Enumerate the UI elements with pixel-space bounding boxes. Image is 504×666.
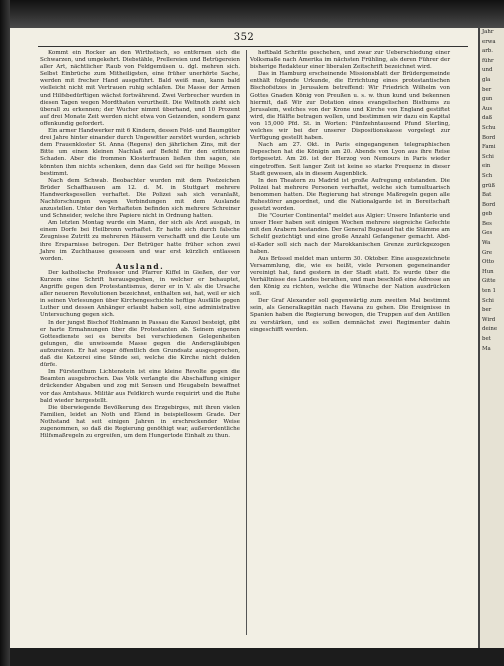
facing-page-fragment: Bes xyxy=(482,220,492,227)
page-number: 352 xyxy=(233,32,255,43)
left-column xyxy=(40,50,240,440)
facing-page-fragment: ten 1 xyxy=(482,288,496,295)
paragraph: Kommt ein Rocker an den Wirthstisch, so entfernen sich die Schwarzen, und umgekehrt. Diebstähle, Prellereien und Betrügereien aller Art, nächtlicher Raub von Feldgemüsen u. dgl. mehren sich. Selbst Einbrüche zum Mitheiligsten, eine früher unerhörte Sache, werden mit frecher Hand ausgeführt. Bald weiß man, kann bald vielleicht nicht mit Vertrauen ruhig schlafen. Die Masse der Armen und Hilfsbedürftigen wächst fortwährend. Zwei Verbrecher wurden in diesen Tagen wegen Mordthaten verurtheilt. Die Weltnoth zieht sich überall zu erkennen; der Wucher nimmt überhand, und 10 Prozent auf drei Monate Zeit werden nicht etwa von Geizenden, sondern ganz offenkundig gefordert. xyxy=(40,50,240,127)
facing-page-fragment: Wird xyxy=(482,316,496,323)
facing-page-fragment: Gitte xyxy=(482,278,496,285)
facing-page-fragment: Ges xyxy=(482,230,493,237)
scan-bottom-edge xyxy=(10,648,504,666)
facing-page-fragment: ber xyxy=(482,86,492,93)
facing-page-fragment: geb xyxy=(482,211,493,218)
facing-page-fragment: grüß xyxy=(482,182,496,189)
paragraph: In den Theatern zu Madrid ist große Aufregung entstanden. Die Polizei hat mehrere Personen verhaftet, welche sich tumultuarisch benommen hatten. Die Regierung hat strenge Maßregeln gegen alle Ruhestörer angeordnet, und die Nationalgarde ist in Bereitschaft gesetzt worden. xyxy=(250,177,450,213)
facing-page-fragment: Fami xyxy=(482,144,496,151)
paragraph: Die "Courier Continental" meldet aus Algier: Unsere Infanterie und unser Heer haben seit einigen Wochen mehrere siegreiche Gefechte mit den Arabern bestanden. Der General Bugeaud hat die Stämme am Schelif gezüchtigt und eine große Anzahl Gefangener gemacht. Abd-el-Kader soll sich nach der Marokkanischen Grenze zurückgezogen haben. xyxy=(250,213,450,255)
paragraph: Der katholische Professor und Pfarrer Kiffel in Gießen, der vor Kurzem eine Schrift herausgegeben, in welcher er behauptet, Angriffe gegen den Protestantismus, derer er in V. als die Ursache aller neueren Revolutionen bezeichnet, enthalten sei, hat, weil er sich in seinen Vorlesungen über Kirchengeschichte heftige Ausfälle gegen Luther und dessen Anhänger erlaubt haben soll, eine administrative Untersuchung gegen sich. xyxy=(40,269,240,319)
facing-page-fragment: Gre xyxy=(482,249,493,256)
facing-page-fragment: Jahr xyxy=(482,29,494,35)
facing-page-fragment: ein xyxy=(482,163,491,170)
paragraph: Aus Brüssel meldet man unterm 30. Oktober. Eine ausgezeichnete Versammlung, die, wie es heißt, viele Personen gegeneinander vereinigt hat, fand gestern in der Stadt statt. Es wurde über die Verhältnisse des Landes berathen, und man beschloß eine Adresse an den König zu richten, welche die Wünsche der Nation ausdrücken soll. xyxy=(250,255,450,298)
facing-page-fragment: und xyxy=(482,67,493,74)
paragraph: Nach am 27. Okt. in Paris eingegangenen telegraphischen Depeschen hat die Königin am 20. Abends von Lyon aus ihre Reise fortgesetzt. Am 26. ist der Herzog von Nemours in Paris wieder eingetroffen. Seit langer Zeit ist keine so starke Frequenz in dieser Stadt gewesen, als in diesem Augenblick. xyxy=(250,142,450,177)
paragraph: heftbald Schritte geschehen, und zwar zur Ueberschiedung einer Volksmaße nach Amerika im nächsten Frühling, als deren Führer der bisherige Redakteur einer liberalen Zeitschrift bezeichnet wird. xyxy=(250,50,450,71)
facing-page-edge xyxy=(478,28,504,648)
facing-page-fragment: Bat xyxy=(482,192,492,199)
scan-top-edge xyxy=(10,0,504,28)
facing-page-fragment: deine xyxy=(482,326,498,333)
facing-page-fragment: gun xyxy=(482,96,493,103)
facing-page-fragment: ber xyxy=(482,307,492,314)
paragraph: Der Graf Alexander soll gegenwärtig zum zweiten Mal bestimmt sein, als Generalkapitän nach Havana zu gehen. Die Ereignisse in Spanien haben die Regierung bewogen, die Truppen auf den Antillen zu verstärken, und es sollen demnächst zwei Regimenter dahin eingeschifft werden. xyxy=(250,298,450,333)
facing-page-fragment: Aus xyxy=(482,105,493,112)
facing-page-fragment: daß xyxy=(482,115,493,122)
right-column xyxy=(250,50,450,334)
paragraph: Im Fürstenthum Lichtenstein ist eine kleine Revolte gegen die Beamten ausgebrochen. Das Volk verlangte die Abschaffung einiger drückender Abgaben und zog mit Sensen und Heugabeln bewaffnet vor das Amtshaus. Militär aus Feldkirch wurde requirirt und die Ruhe bald wieder hergestellt. xyxy=(40,369,240,404)
book-spine xyxy=(0,0,10,666)
facing-page-fragment: führ xyxy=(482,57,494,64)
facing-page-fragment: bet xyxy=(482,336,491,342)
facing-page-fragment: Bord xyxy=(482,134,496,141)
paragraph: In der jungst Bischof Hohlmann in Passau die Kanzel besteigt, gibt er harte Ermahnungen über die Protestanten ab. Seinem eigenen Gottesdienste sei es bereits bei verschiedenen Gelegenheiten gelungen, die unwissende Masse gegen die Andersgläubigen aufzureizen. Er hat sogar öffentlich den Grundsatz ausgesprochen, daß die Ketzerei eine Sünde sei, welche die Kirche nicht dulden dürfe. xyxy=(40,319,240,369)
facing-page-fragment: Otto xyxy=(482,259,494,266)
facing-page-fragment: Hun xyxy=(482,268,494,275)
paragraph: Ein armer Handwerker mit 6 Kindern, dessen Feld- und Baumgüter drei Jahre hinter einander durch Ungewitter zerstört wurden, schrieb dem Frauenkloster St. Anna (Regens) den jährlichen Zins, mit der Bitte um einen kleinen Nachlaß auf Befehl für den erlittenen Schaden. Aber die frommen Klosterfrauen ließen ihm sagen, sie könnten ihm nichts schenken, denn das Geld sei für heilige Messen bestimmt. xyxy=(40,128,240,177)
paragraph: Am letzten Montag wurde ein Mann, der sich als Arzt ausgab, in einem Dorfe bei Heilbronn verhaftet. Er hatte sich durch falsche Zeugnisse Zutritt zu mehreren Häusern verschafft und die Leute um ihre Ersparnisse betrogen. Der Betrüger hatte früher schon zwei Jahre im Zuchthause gesessen und war erst kürzlich entlassen worden. xyxy=(40,220,240,262)
facing-page-fragment: erwa xyxy=(482,38,496,45)
header-rule xyxy=(38,46,468,47)
paragraph: Die überwiegende Bevölkerung des Erzgebirges, mit ihren vielen Familien, leidet an Noth und Elend in beispiellosem Grade. Der Nothstand hat seit einigen Jahren in erschreckender Weise zugenommen, so daß die Regierung genöthigt war, außerordentliche Hilfsmaßregeln zu ergreifen, um dem Hungertode Einhalt zu thun. xyxy=(40,404,240,440)
facing-page-fragment: Wa xyxy=(482,240,491,247)
facing-page-fragment: gla xyxy=(482,76,491,83)
facing-page-fragment: arb. xyxy=(482,48,493,55)
paragraph: Das in Hamburg erscheinende Missionsblatt der Brüdergemeinde enthält folgende Urkunde, die Errichtung eines protestantischen Bischofsitzes in Jerusalem betreffend: Wir Friedrich Wilhelm von Gottes Gnaden König von Preußen u. s. w. thun kund und bekennen hiermit, daß Wir zur Dotation eines evangelischen Bisthums zu Jerusalem, welches von der Krone und Kirche von England gestiftet wird, die Hälfte betragen wollen, und bestimmen wir dazu ein Kapital von 15,000 Pfd. St. in Worten: Fünfzehntausend Pfund Sterling, welches wir bei der unserer Dispositionskasse vorgelegt zur Verfügung gestellt haben. xyxy=(250,71,450,142)
facing-page-fragment: Schi xyxy=(482,297,494,304)
scanned-page xyxy=(10,28,478,648)
facing-page-fragment: Sch xyxy=(482,172,493,179)
section-heading: Ausland. xyxy=(115,261,165,271)
facing-page-fragment: Ma xyxy=(482,345,491,352)
paragraph: Nach dem Schwab. Beobachter wurden mit dem Postzeichen Brüder Schaffhausen am 12. d. M. in Stuttgart mehrere Handwerksgesellen verhaftet. Die Polizei sah sich veranlaßt, Nachforschungen wegen Verbindungen mit dem Auslande anzustellen. Unter den Verhafteten befinden sich mehrere Schreiner und Schneider, welche ihre Papiere nicht in Ordnung hatten. xyxy=(40,177,240,220)
facing-page-fragment: Schu xyxy=(482,124,496,131)
facing-page-fragment: Bord xyxy=(482,201,496,208)
column-divider xyxy=(246,50,247,635)
facing-page-fragment: Schi xyxy=(482,153,494,160)
